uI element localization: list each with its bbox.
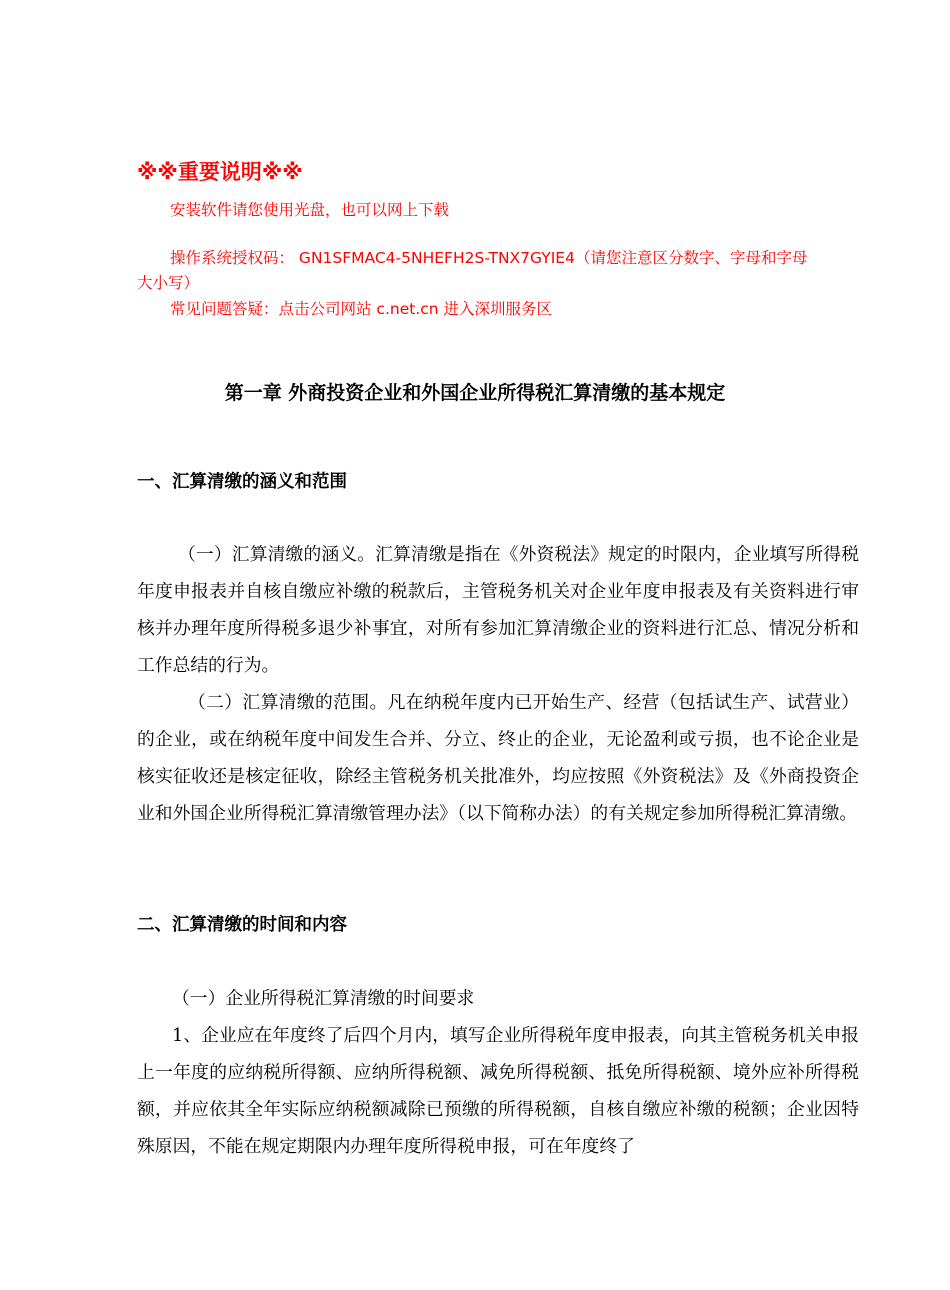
chapter-title: 第一章 外商投资企业和外国企业所得税汇算清缴的基本规定 [224,382,726,404]
notice-line-license: 操作系统授权码： GN1SFMAC4-5NHEFH2S-TNX7GYIE4（请您注意区分数字、字母和字母 [170,249,808,267]
section-heading-1: 一、汇算清缴的涵义和范围 [137,472,347,492]
notice-line-install: 安装软件请您使用光盘，也可以网上下载 [170,201,450,219]
paragraph-time-detail: 1、企业应在年度终了后四个月内，填写企业所得税年度申报表，向其主管税务机关申报上一年度的应纳税所得额、应纳所得税额、减免所得税额、抵免所得税额、境外应补所得税额，并应依其全年实际应纳税额减除已预缴的所得税额，自核自缴应补缴的税额；企业因特殊原因，不能在规定期限内办理年度所得税申报，可在年度终了 [137,1025,860,1157]
notice-line-license-cont: 大小写） [137,274,200,292]
paragraph-scope-range: （二）汇算清缴的范围。凡在纳税年度内已开始生产、经营（包括试生产、试营业）的企业，或在纳税年度中间发生合并、分立、终止的企业，无论盈利或亏损，也不论企业是核实征收还是核定征收，除经主管税务机关批准外，均应按照《外资税法》及《外商投资企业和外国企业所得税汇算清缴管理办法》（以下简称办法）的有关规定参加所得税汇算清缴。 [137,692,859,824]
notice-title: ※※重要说明※※ [137,160,303,184]
section-heading-2: 二、汇算清缴的时间和内容 [137,915,347,935]
paragraph-time-requirement: （一）企业所得税汇算清缴的时间要求 [172,988,475,1009]
paragraph-scope-meaning: （一）汇算清缴的涵义。汇算清缴是指在《外资税法》规定的时限内，企业填写所得税年度申报表并自核自缴应补缴的税款后，主管税务机关对企业年度申报表及有关资料进行审核并办理年度所得税多退少补事宜，对所有参加汇算清缴企业的资料进行汇总、情况分析和工作总结的行为。 [137,544,859,676]
notice-line-faq: 常见问题答疑：点击公司网站 c.net.cn 进入深圳服务区 [170,300,553,318]
